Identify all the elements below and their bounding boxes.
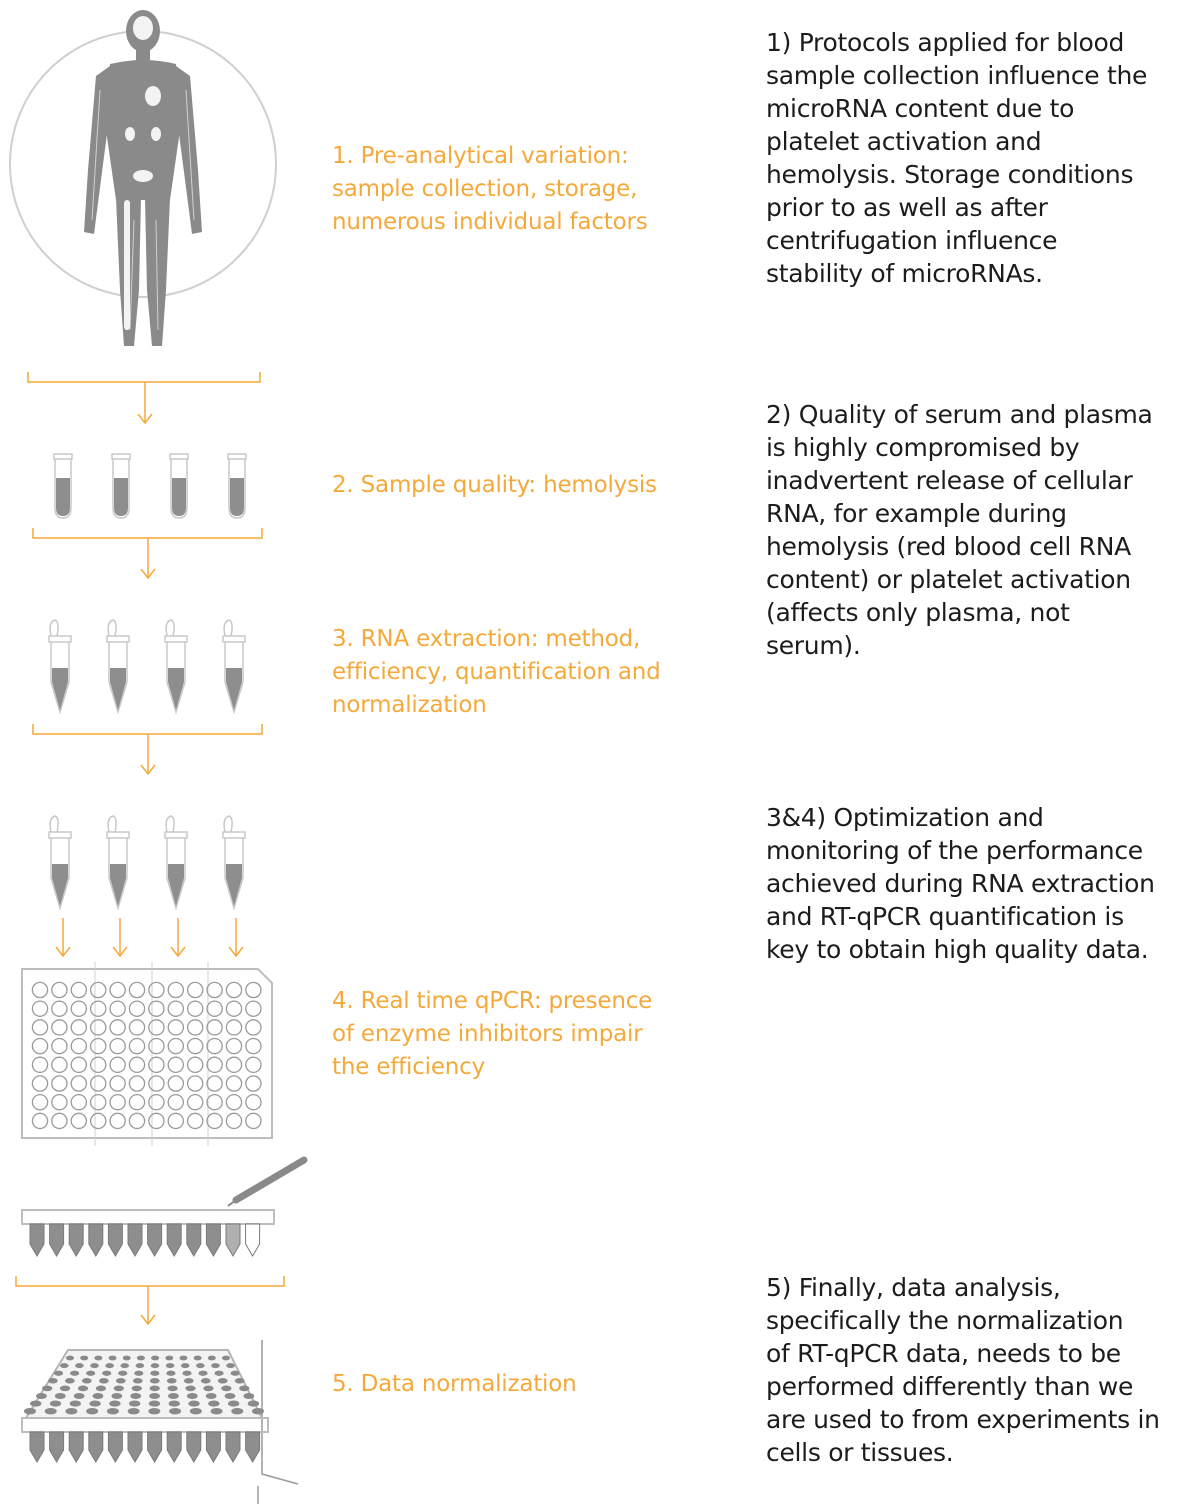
description-2: 2) Quality of serum and plasma is highly compromised by inadvertent release of cellular RNA, for example during hemolysis (red blood cell RNA content) or platelet activation (affects only plasma, not serum).	[766, 400, 1153, 660]
description-1: 1) Protocols applied for blood sample collection influence the microRNA content due to platelet activation and hemolysis. Storage conditions prior to as well as after centrifugation influence stability of microRNAs.	[766, 28, 1148, 288]
pcr-plate-icon	[22, 1340, 298, 1504]
connector-1	[28, 372, 260, 423]
test-tube-icon	[228, 454, 246, 518]
test-tube-icon	[112, 454, 130, 518]
step-5-label: 5. Data normalization	[332, 1371, 577, 1397]
microtube-icon	[165, 620, 187, 712]
pcr-strip-icon	[22, 1160, 304, 1256]
microtubes-icon-2	[49, 816, 245, 908]
connector-3	[33, 724, 262, 774]
microtube-icon	[49, 816, 71, 908]
microtube-icon	[107, 620, 129, 712]
microtubes-icon	[49, 620, 245, 712]
description-3-4: 3&4) Optimization and monitoring of the performance achieved during RNA extraction and RT-qPCR quantification is key to obtain high quality data.	[766, 803, 1155, 964]
well-plate-icon	[22, 962, 272, 1146]
microtube-icon	[49, 620, 71, 712]
test-tubes-icon	[54, 454, 246, 518]
step-2-label: 2. Sample quality: hemolysis	[332, 472, 657, 498]
step-4-label: 4. Real time qPCR: presence of enzyme inhibitors impair the efficiency	[332, 988, 653, 1080]
step-1-label: 1. Pre-analytical variation: sample collection, storage, numerous individual factors	[332, 143, 648, 235]
test-tube-icon	[170, 454, 188, 518]
microtube-icon	[107, 816, 129, 908]
step-3-label: 3. RNA extraction: method, efficiency, quantification and normalization	[332, 626, 661, 718]
connector-4-arrows	[56, 918, 243, 956]
microtube-icon	[165, 816, 187, 908]
connector-5	[16, 1276, 284, 1324]
test-tube-icon	[54, 454, 72, 518]
description-5: 5) Finally, data analysis, specifically the normalization of RT-qPCR data, needs to be performed differently than we are used to from experiments in cells or tissues.	[766, 1273, 1160, 1467]
human-body-icon	[10, 10, 276, 346]
microtube-icon	[223, 620, 245, 712]
microtube-icon	[223, 816, 245, 908]
connector-2	[33, 528, 262, 578]
